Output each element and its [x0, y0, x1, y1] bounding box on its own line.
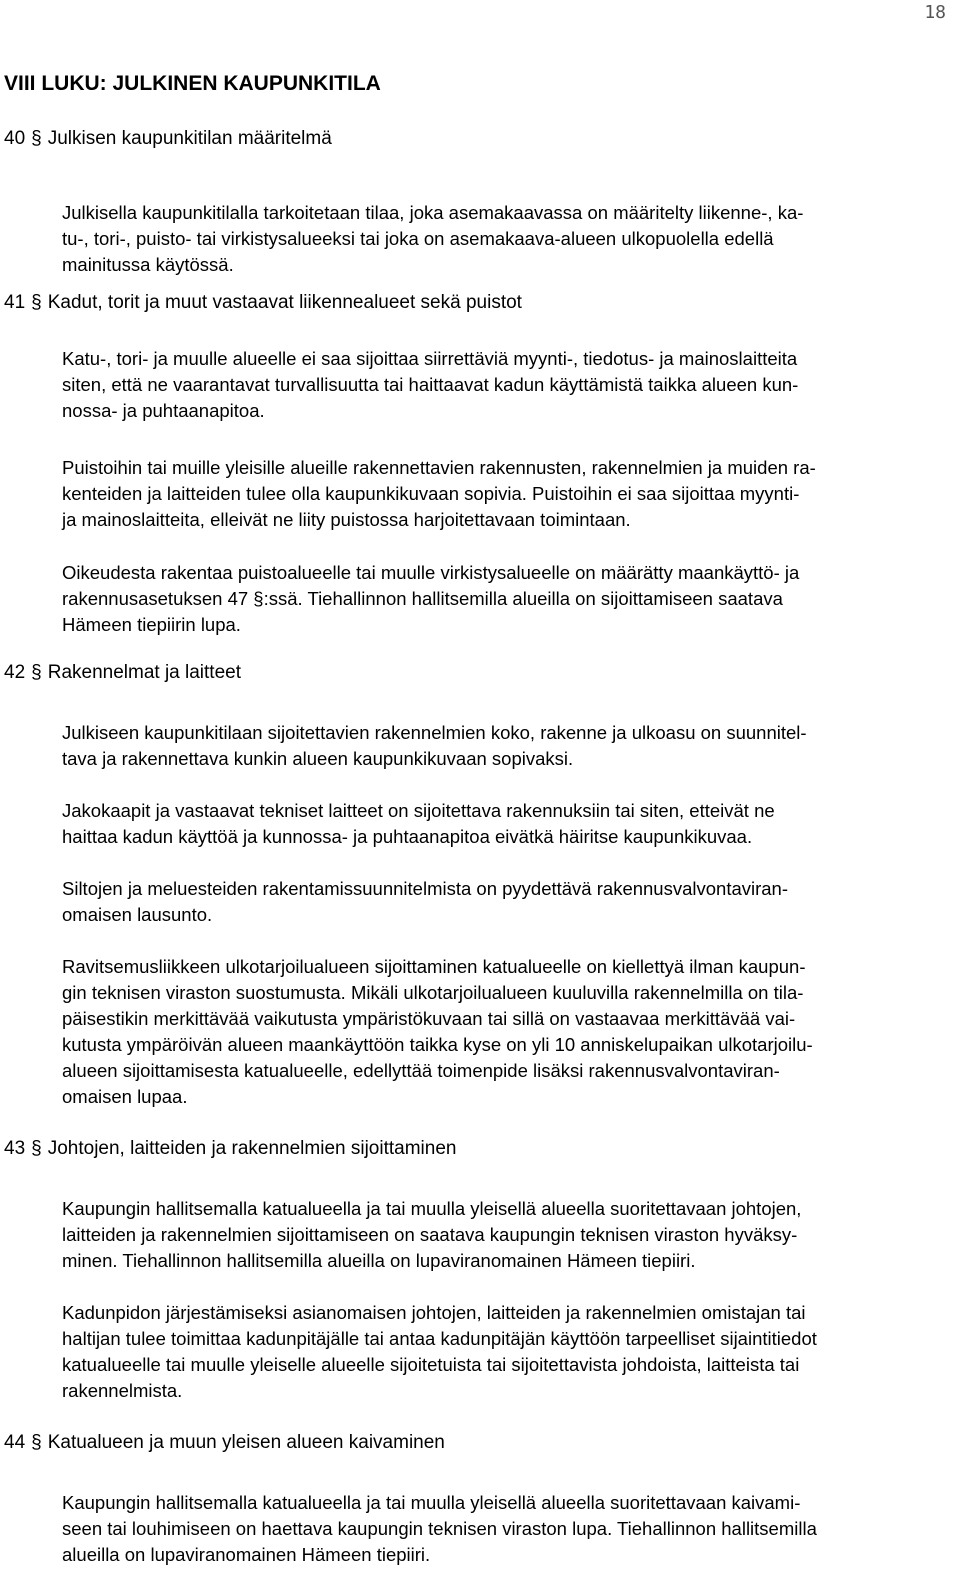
- paragraph: [62, 954, 948, 1110]
- section-title: Johtojen, laitteiden ja rakennelmien sijoittaminen: [47, 1138, 457, 1159]
- paragraph-line: laitteiden ja rakennelmien sijoittamiseen on saatava kaupungin teknisen viraston hyväksy-: [62, 1224, 798, 1245]
- paragraph-line: nossa- ja puhtaanapitoa.: [62, 400, 265, 421]
- section-heading: [4, 1138, 456, 1160]
- paragraph: [62, 455, 948, 533]
- paragraph: [62, 1196, 948, 1274]
- paragraph-line: päisestikin merkittävää vaikutusta ympäristökuvaan tai sillä on vastaavaa merkittävää vai-: [62, 1008, 796, 1029]
- paragraph-line: ja mainoslaitteita, elleivät ne liity puistossa harjoitettavaan toimintaan.: [62, 509, 631, 530]
- paragraph-line: siten, että ne vaarantavat turvallisuutta tai haittaavat kadun käyttämistä taikka alueen kun-: [62, 374, 799, 395]
- paragraph-line: omaisen lausunto.: [62, 904, 213, 925]
- paragraph: [62, 1300, 948, 1404]
- section-number: 44: [4, 1432, 26, 1453]
- section-heading: [4, 1432, 445, 1454]
- paragraph-line: Julkisella kaupunkitilalla tarkoitetaan tilaa, joka asemakaavassa on määritelty liikenne-, ka-: [62, 202, 804, 223]
- section-title: Katualueen ja muun yleisen alueen kaivaminen: [47, 1432, 445, 1453]
- paragraph-line: rakennusasetuksen 47 §:ssä. Tiehallinnon hallitsemilla alueilla on sijoittamiseen saatava: [62, 588, 783, 609]
- paragraph-line: Kadunpidon järjestämiseksi asianomaisen johtojen, laitteiden ja rakennelmien omistajan tai: [62, 1302, 806, 1323]
- paragraph-line: Ravitsemusliikkeen ulkotarjoilualueen sijoittaminen katualueelle on kiellettyä ilman kaupun-: [62, 956, 806, 977]
- section-number: 43: [4, 1138, 26, 1159]
- section-symbol: §: [31, 662, 42, 683]
- paragraph: [62, 1490, 948, 1568]
- paragraph-line: Kaupungin hallitsemalla katualueella ja tai muulla yleisellä alueella suoritettavaan kaivami-: [62, 1492, 801, 1513]
- paragraph-line: Julkiseen kaupunkitilaan sijoitettavien rakennelmien koko, rakenne ja ulkoasu on suunnitel-: [62, 722, 807, 743]
- paragraph: [62, 560, 948, 638]
- paragraph-line: Hämeen tiepiirin lupa.: [62, 614, 241, 635]
- section-title: Kadut, torit ja muut vastaavat liikennealueet sekä puistot: [47, 292, 522, 313]
- page-number: 18: [924, 2, 946, 23]
- paragraph-line: kenteiden ja laitteiden tulee olla kaupunkikuvaan sopivia. Puistoihin ei saa sijoittaa myynti-: [62, 483, 800, 504]
- paragraph-line: minen. Tiehallinnon hallitsemilla alueilla on lupaviranomainen Hämeen tiepiiri.: [62, 1250, 696, 1271]
- paragraph-line: tu-, tori-, puisto- tai virkistysalueeksi tai joka on asemakaava-alueen ulkopuolella edellä: [62, 228, 774, 249]
- paragraph-line: Katu-, tori- ja muulle alueelle ei saa sijoittaa siirrettäviä myynti-, tiedotus- ja mainoslaitteita: [62, 348, 798, 369]
- paragraph-line: mainitussa käytössä.: [62, 254, 234, 275]
- paragraph-line: haltijan tulee toimittaa kadunpitäjälle tai antaa kadunpitäjän käyttöön tarpeelliset sijaintitiedot: [62, 1328, 817, 1349]
- paragraph: [62, 798, 948, 850]
- paragraph: [62, 720, 948, 772]
- paragraph: [62, 200, 948, 278]
- paragraph-line: Siltojen ja meluesteiden rakentamissuunnitelmista on pyydettävä rakennusvalvontaviran-: [62, 878, 789, 899]
- section-title: Rakennelmat ja laitteet: [47, 662, 241, 683]
- paragraph: [62, 346, 948, 424]
- section-heading: [4, 662, 241, 684]
- paragraph-line: Oikeudesta rakentaa puistoalueelle tai muulle virkistysalueelle on määrätty maankäyttö- ja: [62, 562, 800, 583]
- section-symbol: §: [31, 292, 42, 313]
- section-number: 40: [4, 128, 26, 149]
- paragraph-line: omaisen lupaa.: [62, 1086, 188, 1107]
- paragraph-line: alueen sijoittamisesta katualueelle, edellyttää toimenpide lisäksi rakennusvalvontaviran-: [62, 1060, 780, 1081]
- section-number: 41: [4, 292, 26, 313]
- section-heading: [4, 128, 332, 150]
- paragraph-line: alueilla on lupaviranomainen Hämeen tiepiiri.: [62, 1544, 431, 1565]
- paragraph-line: Kaupungin hallitsemalla katualueella ja tai muulla yleisellä alueella suoritettavaan johtojen,: [62, 1198, 802, 1219]
- paragraph-line: seen tai louhimiseen on haettava kaupungin teknisen viraston lupa. Tiehallinnon hallitsemilla: [62, 1518, 817, 1539]
- section-symbol: §: [31, 1138, 42, 1159]
- paragraph-line: katualueelle tai muulle yleiselle alueelle sijoitetuista tai sijoitettavista johdoista, laitteista tai: [62, 1354, 800, 1375]
- section-number: 42: [4, 662, 26, 683]
- section-title: Julkisen kaupunkitilan määritelmä: [47, 128, 332, 149]
- chapter-title: VIII LUKU: JULKINEN KAUPUNKITILA: [4, 72, 381, 95]
- section-symbol: §: [31, 1432, 42, 1453]
- paragraph-line: gin teknisen viraston suostumusta. Mikäli ulkotarjoilualueen kuuluvilla rakennelmilla on tila-: [62, 982, 804, 1003]
- paragraph-line: Jakokaapit ja vastaavat tekniset laitteet on sijoitettava rakennuksiin tai siten, etteivät ne: [62, 800, 775, 821]
- paragraph-line: tava ja rakennettava kunkin alueen kaupunkikuvaan sopivaksi.: [62, 748, 574, 769]
- section-heading: [4, 292, 522, 314]
- section-symbol: §: [31, 128, 42, 149]
- paragraph-line: rakennelmista.: [62, 1380, 183, 1401]
- paragraph-line: haittaa kadun käyttöä ja kunnossa- ja puhtaanapitoa eivätkä häiritse kaupunkikuvaa.: [62, 826, 753, 847]
- paragraph-line: Puistoihin tai muille yleisille alueille rakennettavien rakennusten, rakennelmien ja muiden ra-: [62, 457, 816, 478]
- paragraph: [62, 876, 948, 928]
- paragraph-line: kutusta ympäröivän alueen maankäyttöön taikka kyse on yli 10 anniskelupaikan ulkotarjoilu-: [62, 1034, 813, 1055]
